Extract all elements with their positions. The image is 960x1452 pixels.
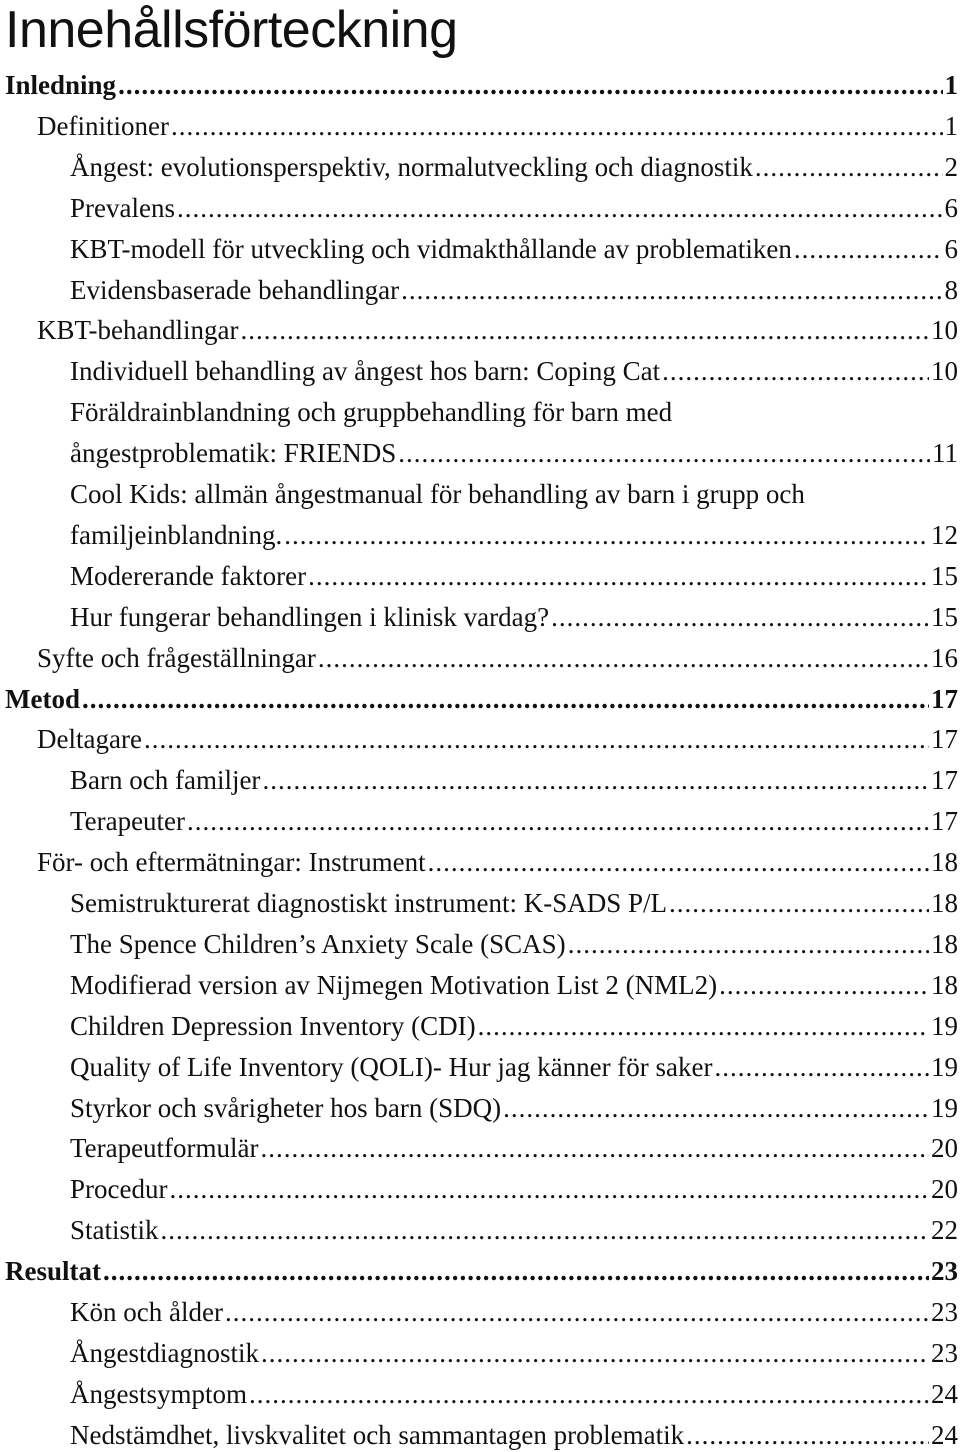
toc-entry-page: 1 [944,110,958,141]
toc-entry-title: The Spence Children’s Anxiety Scale (SCAS) [70,928,566,959]
toc-entry-page: 23 [931,1297,958,1327]
toc-entry[interactable] [70,191,958,225]
toc-entry-title: Terapeuter [70,806,186,837]
toc-entry[interactable] [70,1091,958,1125]
dot-leader [401,273,942,307]
toc-entry[interactable] [70,1009,958,1043]
dot-leader [669,886,929,920]
toc-entry-title: Quality of Life Inventory (QOLI)- Hur jag känner för saker [70,1051,713,1082]
dot-leader [318,641,929,675]
toc-entry[interactable] [70,968,958,1002]
dot-leader [715,1050,929,1084]
toc-entry-title: Inledning [5,70,117,100]
toc-entry-title: familjeinblandning. [70,519,283,550]
toc-entry-title: För- och eftermätningar: Instrument [37,847,426,878]
dot-leader [103,1254,929,1288]
toc-entry-page: 17 [931,683,958,714]
toc-entry-page: 23 [931,1337,958,1368]
toc-entry[interactable] [70,1418,958,1452]
toc-entry[interactable] [70,804,958,838]
toc-entry[interactable] [70,1131,958,1165]
toc-entry-title: Metod [5,683,80,714]
dot-leader [161,1213,929,1247]
toc-entry[interactable] [37,109,958,143]
toc-entry-title: Ångestsymptom [70,1378,248,1409]
toc-entry-page: 2 [944,151,958,182]
dot-leader [118,68,942,102]
dot-leader [177,191,943,225]
dot-leader [686,1418,929,1452]
dot-leader [662,354,929,388]
toc-entry-page: 17 [931,724,958,755]
toc-entry-title: Definitioner [37,110,169,141]
toc-entry-title: Children Depression Inventory (CDI) [70,1010,476,1041]
dot-leader [261,1131,929,1165]
toc-entry-page: 15 [931,601,958,632]
dot-leader [261,1336,929,1370]
toc-entry-title: Statistik [70,1215,159,1246]
toc-entry[interactable] [70,518,958,552]
dot-leader [249,1377,929,1411]
toc-entry-page: 20 [931,1133,958,1164]
toc-entry-page: 17 [931,765,958,796]
toc-entry-page: 18 [931,888,958,918]
toc-entry-page: 1 [944,70,958,100]
toc-entry[interactable] [70,763,958,797]
toc-entry[interactable] [70,150,958,184]
toc-entry[interactable] [70,1336,958,1370]
dot-leader [284,518,929,552]
toc-entry-page: 6 [944,233,958,264]
toc-entry-title: Syfte och frågeställningar [37,642,316,673]
dot-leader [398,436,930,470]
dot-leader [568,927,929,961]
toc-entry-page: 18 [931,847,958,878]
toc-entry[interactable] [37,722,958,756]
toc-entry-page: 16 [931,642,958,673]
toc-entry-title: Hur fungerar behandlingen i klinisk vardag? [70,601,550,632]
toc-entry[interactable] [70,1050,958,1084]
toc-entry[interactable] [37,641,958,675]
dot-leader [428,845,929,879]
toc-entry[interactable] [5,1254,958,1288]
toc-entry-title: KBT-behandlingar [37,315,239,346]
toc-entry[interactable] [70,927,958,961]
page-title: Innehållsförteckning [5,1,458,59]
toc-entry[interactable] [70,886,958,920]
dot-leader [308,559,929,593]
toc-entry[interactable] [37,313,958,347]
toc-entry-page: 17 [931,806,958,837]
dot-leader [82,682,929,716]
toc-entry[interactable] [70,354,958,388]
toc-entry-page: 23 [931,1256,958,1287]
toc-entry-page: 24 [931,1419,958,1450]
toc-entry-title: Procedur [70,1174,168,1205]
dot-leader [225,1295,929,1329]
toc-entry[interactable] [70,1377,958,1411]
toc-entry-title: Evidensbaserade behandlingar [70,274,400,305]
dot-leader [171,109,943,143]
dot-leader [755,150,943,184]
toc-entry-title: Modifierad version av Nijmegen Motivation List 2 (NML2) [70,969,718,1000]
toc-entry-page: 12 [931,519,958,550]
toc-entry-title: Nedstämdhet, livskvalitet och sammantagen problematik [70,1419,685,1450]
toc-entry-page: 8 [944,274,958,305]
toc-entry[interactable] [70,600,958,634]
toc-entry-page: 19 [931,1010,958,1041]
dot-leader [169,1172,929,1206]
dot-leader [794,232,943,266]
toc-entry-title: KBT-modell för utveckling och vidmakthållande av problematiken [70,233,792,264]
toc-entry-page: 11 [932,438,958,469]
toc-entry[interactable] [70,1213,958,1247]
toc-entry-title: Kön och ålder [70,1297,223,1327]
toc-entry-title: Terapeutformulär [70,1133,259,1164]
toc-entry-title: Resultat [5,1256,101,1287]
dot-leader [187,804,929,838]
toc-entry[interactable] [70,1172,958,1206]
dot-leader [551,600,929,634]
dot-leader [478,1009,929,1043]
toc-entry-page: 20 [931,1174,958,1205]
toc-entry-title-line: Cool Kids: allmän ångestmanual för behandling av barn i grupp och [70,479,805,509]
dot-leader [262,763,929,797]
toc-entry[interactable] [5,68,958,102]
toc-entry[interactable] [70,232,958,266]
toc-entry[interactable] [70,436,958,470]
dot-leader [144,722,929,756]
toc-entry-title: ångestproblematik: FRIENDS [70,438,397,469]
toc-entry-title: Styrkor och svårigheter hos barn (SDQ) [70,1092,502,1123]
toc-entry-title: Modererande faktorer [70,560,307,591]
toc-entry-page: 19 [931,1051,958,1082]
toc-entry[interactable] [5,682,958,716]
toc-entry-title: Prevalens [70,192,175,223]
toc-entry-title-line: Föräldrainblandning och gruppbehandling för barn med [70,397,673,428]
toc-entry-title: Ångest: evolutionsperspektiv, normalutveckling och diagnostik [70,151,753,182]
toc-entry[interactable] [70,559,958,593]
toc-entry-title: Deltagare [37,724,142,755]
toc-entry-page: 18 [931,969,958,1000]
toc-entry-title: Ångestdiagnostik [70,1337,259,1368]
toc-entry-title: Individuell behandling av ångest hos barn: Coping Cat [70,356,661,387]
toc-entry-title: Semistrukturerat diagnostiskt instrument: K-SADS P/L [70,888,667,918]
toc-entry-page: 18 [931,928,958,959]
toc-entry[interactable] [37,845,958,879]
toc-entry-page: 6 [944,192,958,223]
toc-entry[interactable] [70,273,958,307]
toc-entry-page: 15 [931,560,958,591]
toc-entry[interactable] [70,1295,958,1329]
toc-entry-page: 22 [931,1215,958,1246]
dot-leader [503,1091,929,1125]
toc-entry-page: 19 [931,1092,958,1123]
toc-entry-page: 24 [931,1378,958,1409]
dot-leader [719,968,929,1002]
toc-entry-page: 10 [931,315,958,346]
dot-leader [240,313,929,347]
toc-entry-title: Barn och familjer [70,765,261,796]
toc-entry-page: 10 [931,356,958,387]
